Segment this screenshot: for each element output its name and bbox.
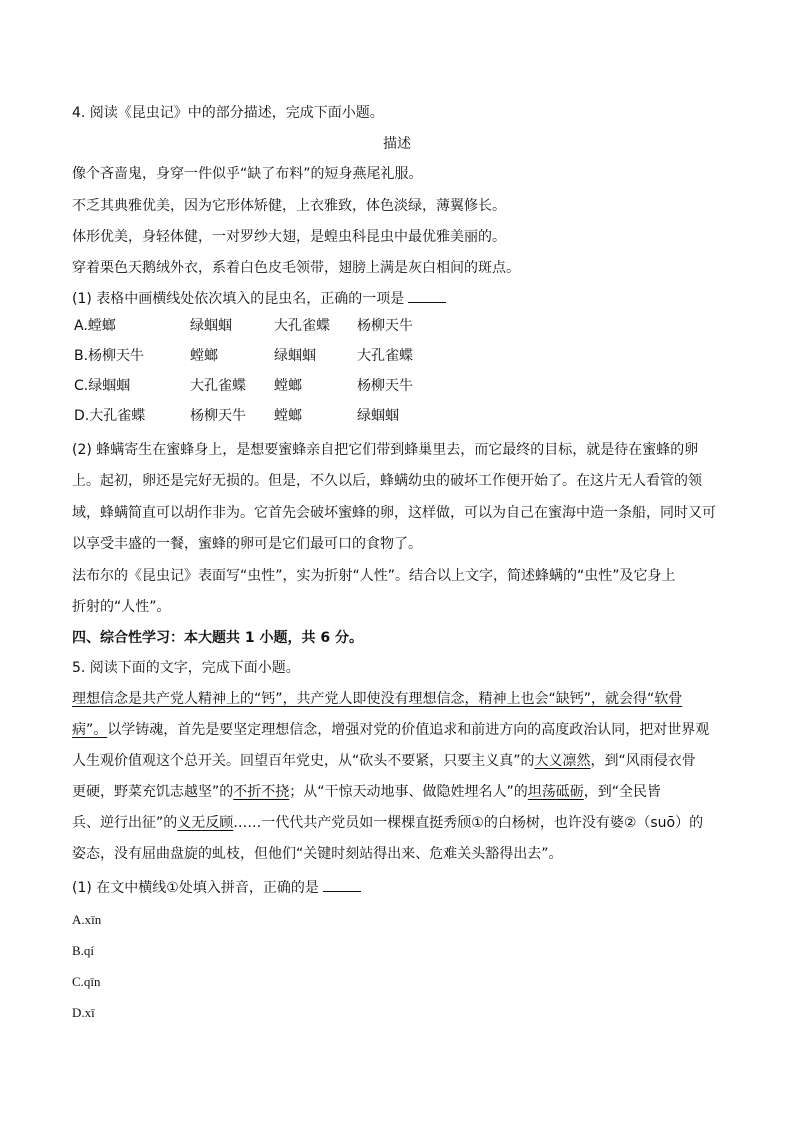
table-row: 穿着栗色天鹅绒外衣，系着白色皮毛领带，翅膀上满是灰白相间的斑点。 [72, 260, 520, 276]
q5-passage-line [72, 720, 709, 740]
q4-sub2-line: 上。起初，卵还是完好无损的。但是，不久以后，蜂螨幼虫的破坏工作便开始了。在这片无人看管的领 [72, 473, 702, 489]
choice-c[interactable]: C.qīn [72, 974, 101, 989]
option-label: C.绿蝈蝈 [74, 378, 131, 394]
option-cell: 螳螂 [274, 408, 302, 424]
q4-sub1-prompt [72, 288, 446, 309]
option-cell: 大孔雀蝶 [190, 378, 246, 394]
q4-title: 4. 阅读《昆虫记》中的部分描述，完成下面小题。 [72, 105, 384, 121]
answer-blank[interactable] [408, 288, 446, 303]
passage-text: ；从“干惊天动地事、做隐姓埋名人”的 [289, 784, 528, 800]
q5-title: 5. 阅读下面的文字，完成下面小题。 [72, 660, 300, 676]
passage-text: 以学铸魂，首先是要坚定理想信念，增强对党的价值追求和前进方向的高度政治认同，把对世界观 [107, 722, 710, 738]
option-cell: 杨柳天牛 [357, 318, 413, 334]
q5-passage-line [72, 782, 661, 802]
q4-sub2-question: 折射的“人性”。 [72, 599, 171, 615]
option-cell: 绿蝈蝈 [357, 408, 399, 424]
option-label: A.螳螂 [74, 318, 116, 334]
option-cell: 大孔雀蝶 [274, 318, 330, 334]
q4-sub2-line: 以享受丰盛的一餐，蜜蜂的卵可是它们最可口的食物了。 [72, 536, 422, 552]
q4-sub2-line: (2) 蜂螨寄生在蜜蜂身上，是想要蜜蜂亲自把它们带到蜂巢里去，而它最终的目标，就是待在蜜蜂的卵 [72, 442, 699, 458]
q5-passage-line [72, 813, 703, 833]
choice-b[interactable]: B.qí [72, 943, 95, 958]
answer-blank[interactable] [323, 877, 361, 892]
underlined-idiom: 大义凛然 [534, 753, 591, 769]
table-row: 不乏其典雅优美，因为它形体矫健，上衣雅致，体色淡绿，薄翼修长。 [72, 198, 506, 214]
option-label: D.大孔雀蝶 [74, 408, 146, 424]
option-cell: 绿蝈蝈 [274, 348, 316, 364]
choice-d[interactable]: D.xī [72, 1005, 95, 1020]
q4-sub2-question: 法布尔的《昆虫记》表面写“虫性”，实为折射“人性”。结合以上文字，简述蜂螨的“虫性”及它身上 [72, 568, 676, 584]
option-cell: 螳螂 [274, 378, 302, 394]
passage-text: 更硬，野菜充饥志越坚”的 [72, 784, 234, 800]
q4-sub1-text: (1) 表格中画横线处依次填入的昆虫名，正确的一项是 [72, 291, 405, 307]
table-row: 体形优美，身轻体健，一对罗纱大翅，是蝗虫科昆虫中最优雅美丽的。 [72, 229, 506, 245]
q5-passage-line: 理想信念是共产党人精神上的“钙”，共产党人即使没有理想信念，精神上也会“缺钙”，就会得“软骨 [72, 691, 683, 707]
q5-sub1-text: (1) 在文中横线①处填入拼音，正确的是 [72, 880, 319, 896]
option-cell: 绿蝈蝈 [190, 318, 232, 334]
underlined-idiom: 义无反顾 [177, 815, 234, 831]
q5-passage-line [72, 751, 696, 771]
underlined-idiom: 不折不挠 [233, 784, 290, 800]
table-header: 描述 [383, 136, 411, 152]
option-cell: 杨柳天牛 [190, 408, 246, 424]
option-label: B.杨柳天牛 [74, 348, 145, 364]
option-cell: 杨柳天牛 [357, 378, 413, 394]
passage-text: ，到“风雨侵衣骨 [590, 753, 696, 769]
q4-sub2-line: 域，蜂螨简直可以胡作非为。它首先会破坏蜜蜂的卵，这样做，可以为自己在蜜海中造一条船，同时又可 [72, 505, 716, 521]
option-cell: 螳螂 [190, 348, 218, 364]
passage-text: 人生观价值观这个总开关。回望百年党史，从“砍头不要紧，只要主义真”的 [72, 753, 535, 769]
q5-sub1-prompt [72, 877, 361, 898]
underlined-text: 病”。 [72, 722, 108, 738]
table-row: 像个吝啬鬼，身穿一件似乎“缺了布料”的短身燕尾礼服。 [72, 166, 423, 182]
passage-text: 兵、逆行出征”的 [72, 815, 178, 831]
option-cell: 大孔雀蝶 [357, 348, 413, 364]
choice-a[interactable]: A.xīn [72, 912, 102, 927]
section-heading: 四、综合性学习：本大题共 1 小题，共 6 分。 [72, 630, 363, 646]
passage-text: ，到“全民皆 [583, 784, 662, 800]
q5-passage-line: 姿态，没有屈曲盘旋的虬枝，但他们“关键时刻站得出来、危难关头豁得出去”。 [72, 846, 563, 862]
underlined-idiom: 坦荡砥砺 [527, 784, 584, 800]
passage-text: ……一代代共产党员如一棵棵直挺秀颀①的白杨树，也许没有婆②（suō）的 [233, 815, 704, 831]
